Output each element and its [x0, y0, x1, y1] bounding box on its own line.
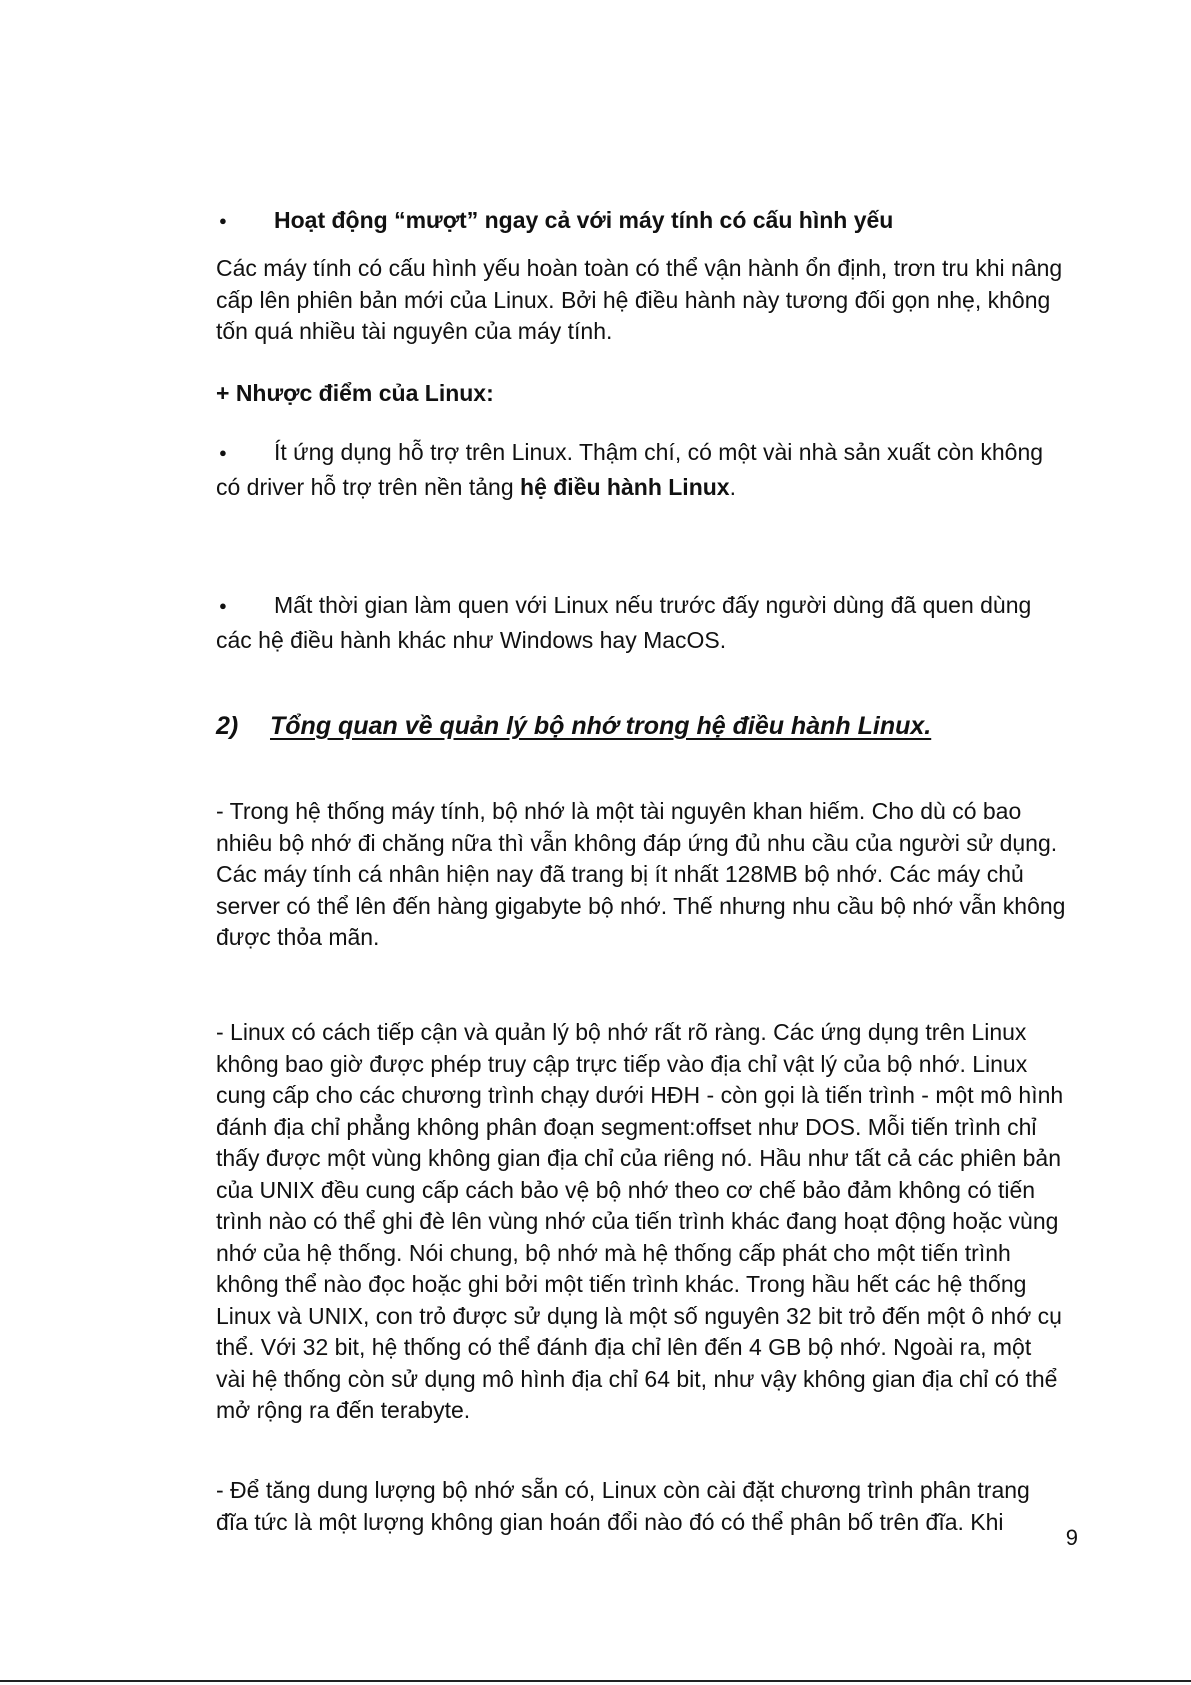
bullet-item-smooth — [216, 205, 1066, 240]
bullet-text: Ít ứng dụng hỗ trợ trên Linux. Thậm chí, có một vài nhà sản xuất còn không có driver hỗ trợ trên nền tảng — [216, 439, 1044, 500]
bullet-icon — [216, 437, 274, 472]
bullet-text: Mất thời gian làm quen với Linux nếu trước đấy người dùng đã quen dùng các hệ điều hành khác như Windows hay MacOS. — [216, 592, 1032, 653]
bullet-bold-text: hệ điều hành Linux — [520, 473, 730, 500]
bullet-heading: Hoạt động “mượt” ngay cả với máy tính có cấu hình yếu — [274, 207, 894, 233]
bullet-item-learning-curve — [216, 590, 1066, 656]
paragraph-low-spec: Các máy tính có cấu hình yếu hoàn toàn có thể vận hành ổn định, trơn tru khi nâng cấp lên phiên bản mới của Linux. Bởi hệ điều hành này tương đối gọn nhẹ, không tốn quá nhiều tài nguyên của máy tính. — [216, 255, 1063, 344]
bullet-text-end: . — [729, 473, 736, 500]
bullet-icon — [216, 205, 274, 240]
cons-heading-text: + Nhược điểm của Linux: — [216, 380, 494, 406]
bullet-item-few-apps — [216, 437, 1066, 503]
section-heading — [216, 712, 931, 741]
page-number: 9 — [1065, 1525, 1078, 1550]
paragraph-linux-memory: - Linux có cách tiếp cận và quản lý bộ nhớ rất rõ ràng. Các ứng dụng trên Linux không bao giờ được phép truy cập trực tiếp vào địa chỉ vật lý của bộ nhớ. Linux cung cấp cho các chương trình chạy dưới HĐH - còn gọi là tiến trình - một mô hình đánh địa chỉ phẳng không phân đoạn segment:offset như DOS. Mỗi tiến trình chỉ thấy được một vùng không gian địa chỉ của riêng nó. Hầu như tất cả các phiên bản của UNIX đều cung cấp cách bảo vệ bộ nhớ theo cơ chế bảo đảm không có tiến trình nào có thể ghi đè lên vùng nhớ của tiến trình khác đang hoạt động hoặc vùng nhớ của hệ thống. Nói chung, bộ nhớ mà hệ thống cấp phát cho một tiến trình không thể nào đọc hoặc ghi bởi một tiến trình khác. Trong hầu hết các hệ thống Linux và UNIX, con trỏ được sử dụng là một số nguyên 32 bit trỏ đến một ô nhớ cụ thể. Với 32 bit, hệ thống có thể đánh địa chỉ lên đến 4 GB bộ nhớ. Ngoài ra, một vài hệ thống còn sử dụng mô hình địa chỉ 64 bit, như vậy không gian địa chỉ có thể mở rộng ra đến terabyte. — [216, 1019, 1064, 1423]
section-title: Tổng quan về quản lý bộ nhớ trong hệ điều hành Linux. — [270, 712, 932, 740]
bottom-rule — [0, 1680, 1191, 1682]
paragraph-memory-scarce: - Trong hệ thống máy tính, bộ nhớ là một tài nguyên khan hiếm. Cho dù có bao nhiêu bộ nhớ đi chăng nữa thì vẫn không đáp ứng đủ nhu cầu của người sử dụng. Các máy tính cá nhân hiện nay đã trang bị ít nhất 128MB bộ nhớ. Các máy chủ server có thể lên đến hàng gigabyte bộ nhớ. Thế nhưng nhu cầu bộ nhớ vẫn không được thỏa mãn. — [216, 798, 1066, 950]
section-number: 2) — [216, 712, 239, 740]
paragraph-paging: - Để tăng dung lượng bộ nhớ sẵn có, Linux còn cài đặt chương trình phân trang đĩa tức là một lượng không gian hoán đổi nào đó có thể phân bố trên đĩa. Khi — [216, 1477, 1030, 1535]
bullet-icon — [216, 590, 274, 625]
cons-heading — [216, 378, 1066, 410]
